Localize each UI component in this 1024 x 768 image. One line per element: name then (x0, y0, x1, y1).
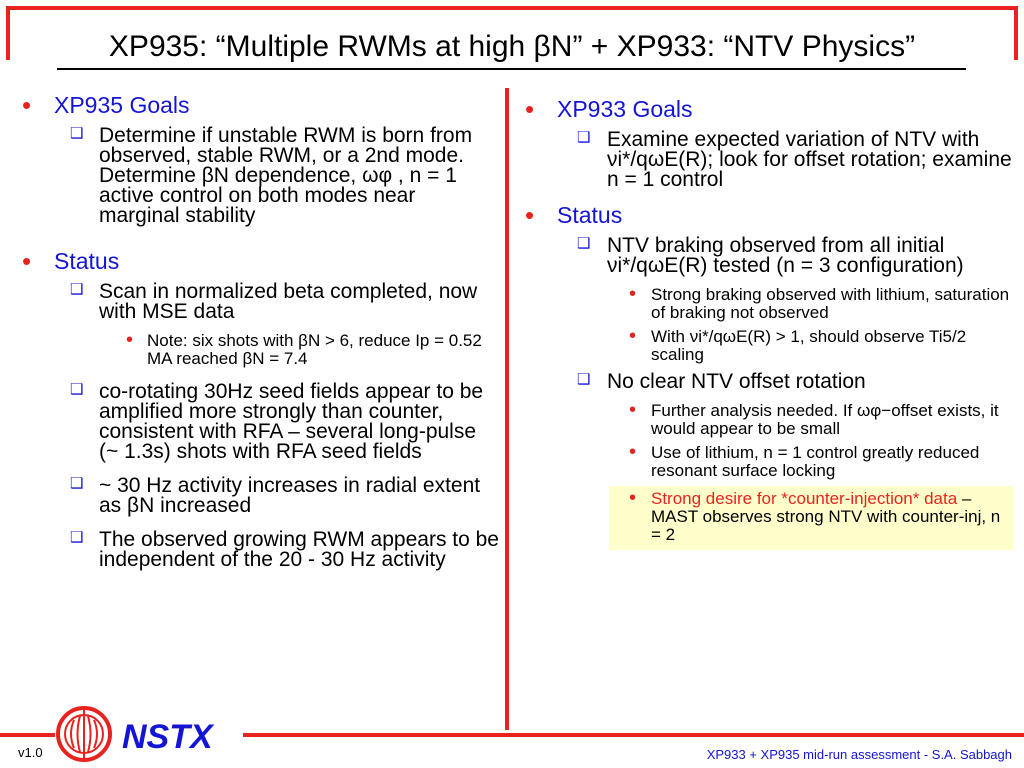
item-text: ~ 30 Hz activity increases in radial extent as βN increased (99, 474, 481, 517)
sub-list-item (525, 325, 1015, 364)
left-column (22, 92, 500, 580)
item-text: Strong braking observed with lithium, saturation of braking not observed (651, 285, 1010, 322)
heading-text: Status (557, 202, 623, 228)
sub-list-item (525, 441, 1015, 480)
list-item (525, 130, 1015, 190)
list-item (22, 530, 500, 570)
square-bullet-icon: ❑ (70, 281, 84, 298)
bullet-icon: • (22, 246, 32, 276)
nstx-wordmark: NSTX (122, 718, 213, 756)
slide-title: XP935: “Multiple RWMs at high βN” + XP933: “NTV Physics” (108, 30, 916, 63)
item-text: Note: six shots with βN > 6, reduce Ip = 0.52 MA reached βN = 7.4 (147, 331, 482, 368)
column-divider (505, 88, 509, 730)
bullet-icon: • (525, 200, 535, 230)
square-bullet-icon: ❑ (577, 235, 591, 252)
square-bullet-icon: ❑ (70, 381, 84, 398)
item-text: Scan in normalized beta completed, now with MSE data (99, 280, 478, 323)
list-item (22, 126, 500, 226)
bullet-icon: • (126, 329, 134, 351)
footer-rule-right (243, 733, 1024, 737)
xp935-goals-heading (22, 92, 500, 118)
title-underline (57, 68, 966, 70)
list-item (22, 382, 500, 462)
item-text: co-rotating 30Hz seed fields appear to be amplified more strongly than counter, consistent with RFA – several long-pulse (~ 1.3s) shots with RFA seed fields (99, 380, 484, 463)
bullet-icon: • (629, 399, 637, 421)
item-text: With νi*/qωE(R) > 1, should observe Ti5/2 scaling (651, 327, 967, 364)
bullet-icon: • (629, 487, 637, 509)
item-text: – MAST observes strong NTV with counter-inj, n = 2 (651, 489, 1001, 544)
heading-text: XP935 Goals (54, 92, 190, 118)
bullet-icon: • (629, 325, 637, 347)
item-text: No clear NTV offset rotation (607, 370, 866, 393)
bullet-icon: • (525, 94, 535, 124)
sub-list-item (609, 487, 1014, 544)
list-item (22, 282, 500, 322)
version-label: v1.0 (18, 745, 43, 760)
list-item (22, 476, 500, 516)
square-bullet-icon: ❑ (70, 125, 84, 142)
bullet-icon: • (22, 90, 32, 120)
list-item (525, 372, 1015, 392)
item-text: NTV braking observed from all initial νi*/qωE(R) tested (n = 3 configuration) (607, 234, 964, 277)
top-frame-bar (6, 6, 1018, 10)
heading-text: XP933 Goals (557, 96, 693, 122)
square-bullet-icon: ❑ (70, 529, 84, 546)
xp933-status-heading (525, 202, 1015, 228)
item-text: Further analysis needed. If ωφ−offset exists, it would appear to be small (651, 401, 999, 438)
xp933-goals-heading (525, 96, 1015, 122)
square-bullet-icon: ❑ (577, 129, 591, 146)
footer-credit: XP933 + XP935 mid-run assessment - S.A. Sabbagh (706, 747, 1012, 762)
footer-rule-left (0, 733, 55, 737)
sub-list-item (22, 329, 500, 368)
item-text: Examine expected variation of NTV with νi*/qωE(R); look for offset rotation; examine n = 1 control (607, 128, 1012, 191)
item-text: Use of lithium, n = 1 control greatly reduced resonant surface locking (651, 443, 980, 480)
right-column (525, 96, 1015, 550)
nstx-logo-icon (56, 706, 112, 762)
item-text: The observed growing RWM appears to be independent of the 20 - 30 Hz activity (99, 528, 499, 571)
highlighted-callout (609, 486, 1014, 550)
item-text: Determine if unstable RWM is born from observed, stable RWM, or a 2nd mode. Determine βN dependence, ωφ , n = 1 active control on both modes near marginal stability (99, 124, 473, 227)
square-bullet-icon: ❑ (70, 475, 84, 492)
bullet-icon: • (629, 441, 637, 463)
list-item (525, 236, 1015, 276)
square-bullet-icon: ❑ (577, 371, 591, 388)
emphasis-text: Strong desire for *counter-injection* data (651, 489, 958, 508)
bullet-icon: • (629, 283, 637, 305)
sub-list-item (525, 283, 1015, 322)
sub-list-item (525, 399, 1015, 438)
xp935-status-heading (22, 248, 500, 274)
heading-text: Status (54, 248, 120, 274)
